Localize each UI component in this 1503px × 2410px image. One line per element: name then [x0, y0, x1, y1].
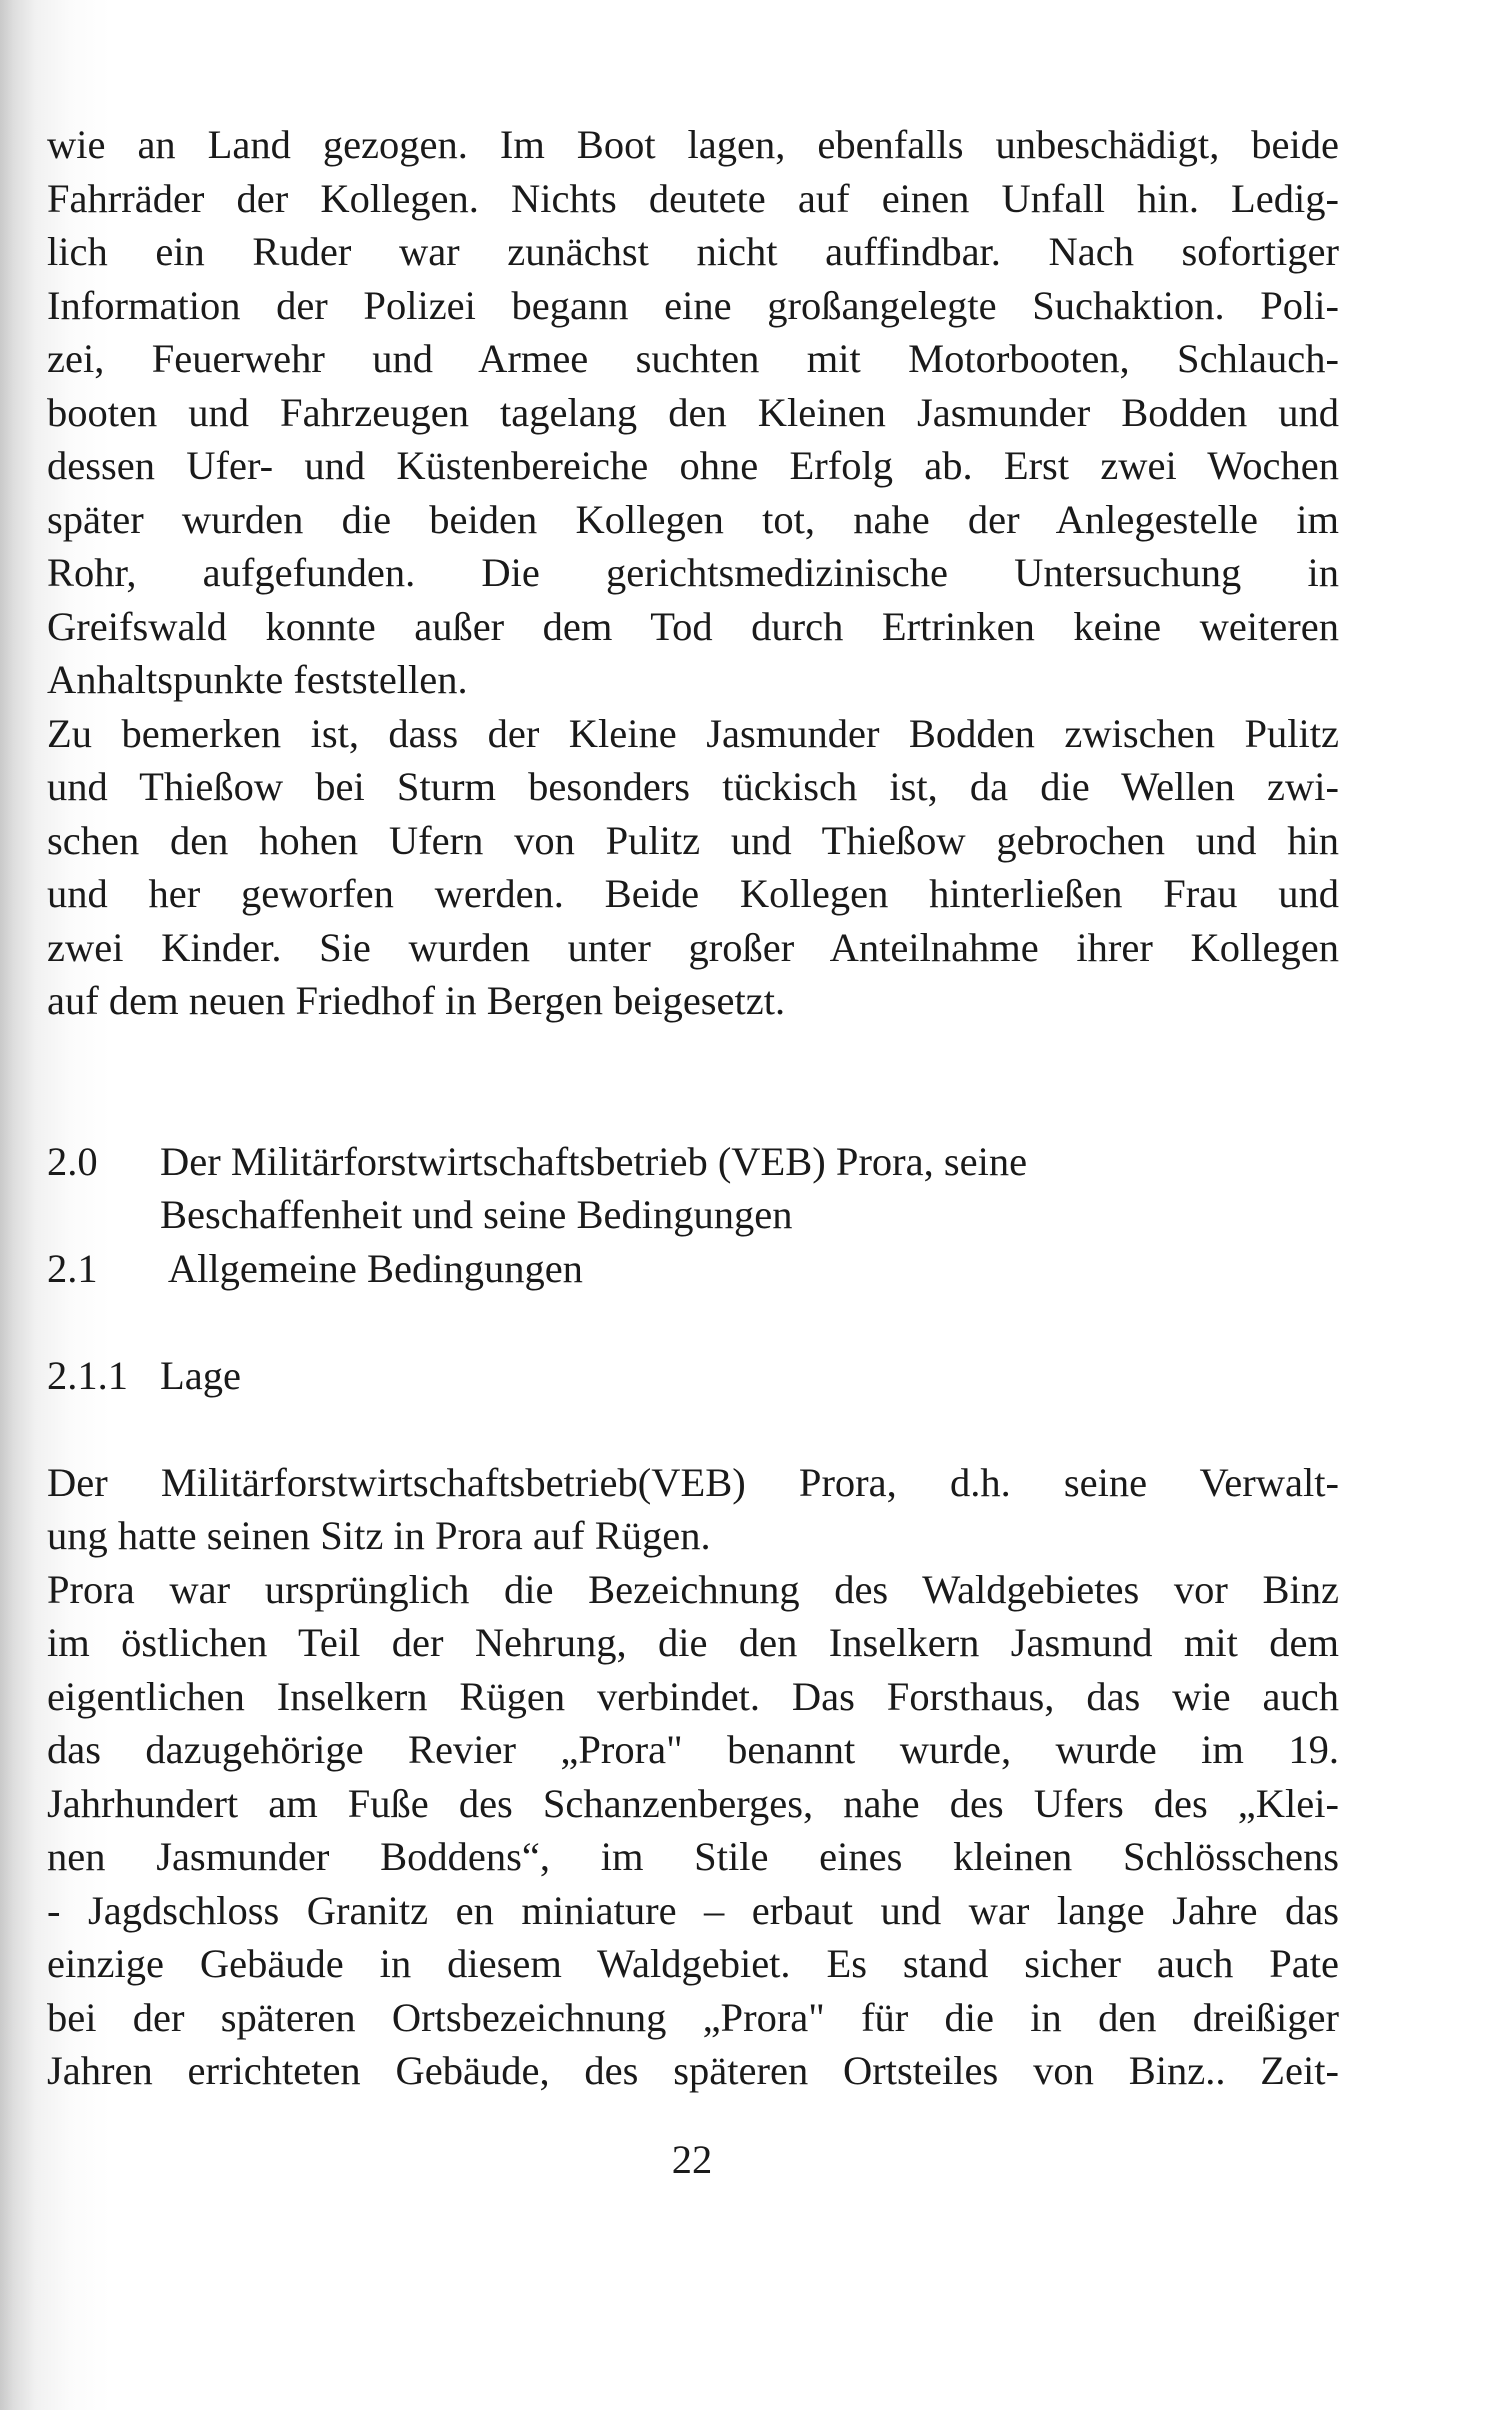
text-line: booten und Fahrzeugen tagelang den Kleinen Jasmunder Bodden und: [47, 389, 1339, 435]
heading-number: 2.0: [47, 1138, 98, 1184]
text-line: zwei Kinder. Sie wurden unter großer Anteilnahme ihrer Kollegen: [47, 924, 1339, 970]
text-line: Fahrräder der Kollegen. Nichts deutete auf einen Unfall hin. Ledig-: [47, 175, 1339, 221]
heading-title: Lage: [160, 1352, 241, 1398]
text-line: dessen Ufer- und Küstenbereiche ohne Erfolg ab. Erst zwei Wochen: [47, 443, 1339, 488]
section-gap: [47, 1295, 1339, 1349]
heading-title: Allgemeine Bedingungen: [160, 1245, 583, 1291]
text-line: Prora war ursprünglich die Bezeichnung des Waldgebietes vor Binz: [47, 1566, 1339, 1612]
text-line: eigentlichen Inselkern Rügen verbindet. Das Forsthaus, das wie auch: [47, 1673, 1339, 1719]
section-gap: [47, 1402, 1339, 1456]
heading-number: 2.1.1: [47, 1352, 128, 1398]
text-line: Anhaltspunkte feststellen.: [47, 657, 468, 702]
text-line: zei, Feuerwehr und Armee suchten mit Motorbooten, Schlauch-: [47, 336, 1339, 381]
page-number: 22: [671, 2137, 713, 2182]
heading-number: 2.1: [47, 1245, 98, 1291]
text-line: und Thießow bei Sturm besonders tückisch ist, da die Wellen zwi-: [47, 764, 1339, 809]
text-line: ung hatte seinen Sitz in Prora auf Rügen.: [47, 1513, 711, 1558]
text-line: Jahrhundert am Fuße des Schanzenberges, nahe des Ufers des „Klei-: [47, 1780, 1339, 1826]
heading-title: Der Militärforstwirtschaftsbetrieb (VEB) Prora, seine: [160, 1138, 1028, 1184]
text-line: nen Jasmunder Boddens“, im Stile eines kleinen Schlösschens: [47, 1834, 1339, 1879]
text-line: später wurden die beiden Kollegen tot, nahe der Anlegestelle im: [47, 496, 1339, 542]
text-line: schen den hohen Ufern von Pulitz und Thießow gebrochen und hin: [47, 817, 1339, 863]
text-line: Greifswald konnte außer dem Tod durch Ertrinken keine weiteren: [47, 603, 1339, 649]
text-line: bei der späteren Ortsbezeichnung „Prora" für die in den dreißiger: [47, 1994, 1339, 2040]
heading-title-continuation: Beschaffenheit und seine Bedingungen: [160, 1192, 793, 1237]
heading-2-1-1: [47, 1349, 1339, 1403]
text-line: im östlichen Teil der Nehrung, die den Inselkern Jasmund mit dem: [47, 1620, 1339, 1665]
text-line: Information der Polizei begann eine großangelegte Suchaktion. Poli-: [47, 282, 1339, 328]
paragraph-search-report: [47, 118, 1339, 707]
text-line: - Jagdschloss Granitz en miniature – erbaut und war lange Jahre das: [47, 1887, 1339, 1933]
section-gap: [47, 1028, 1339, 1135]
paragraph-administration-seat: [47, 1456, 1339, 1563]
text-line: und her geworfen werden. Beide Kollegen hinterließen Frau und: [47, 871, 1339, 916]
text-line: wie an Land gezogen. Im Boot lagen, ebenfalls unbeschädigt, beide: [47, 122, 1339, 167]
text-line: das dazugehörige Revier „Prora" benannt wurde, wurde im 19.: [47, 1727, 1339, 1772]
paragraph-bodden-note: [47, 707, 1339, 1028]
text-line: Zu bemerken ist, dass der Kleine Jasmunder Bodden zwischen Pulitz: [47, 710, 1339, 756]
text-line: einzige Gebäude in diesem Waldgebiet. Es stand sicher auch Pate: [47, 1941, 1339, 1986]
heading-2-1: [47, 1242, 1339, 1296]
text-column: [47, 118, 1339, 2098]
text-line: Jahren errichteten Gebäude, des späteren Ortsteiles von Binz.. Zeit-: [47, 2048, 1339, 2093]
text-line: Rohr, aufgefunden. Die gerichtsmedizinische Untersuchung in: [47, 550, 1339, 595]
heading-2-0: [47, 1135, 1339, 1189]
paragraph-prora-history: [47, 1563, 1339, 2098]
text-line: auf dem neuen Friedhof in Bergen beigesetzt.: [47, 978, 786, 1023]
text-line: Der Militärforstwirtschaftsbetrieb(VEB) Prora, d.h. seine Verwalt-: [47, 1459, 1339, 1505]
text-line: lich ein Ruder war zunächst nicht auffindbar. Nach sofortiger: [47, 229, 1339, 274]
